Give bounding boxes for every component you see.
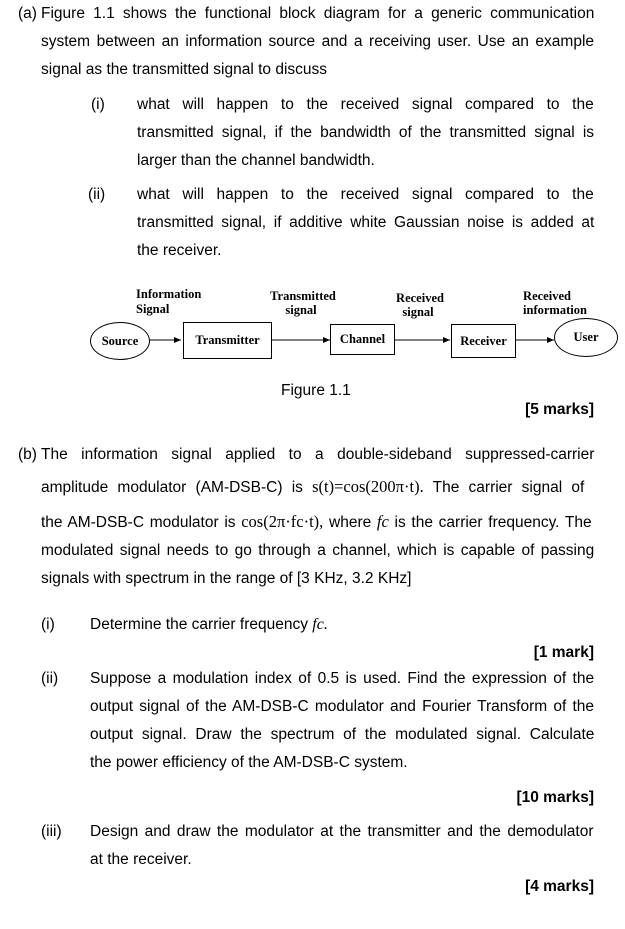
part-b-line-4: modulated signal needs to go through a channel, which is capable of passing <box>41 542 595 559</box>
q-i-fc: fc. <box>312 616 328 633</box>
transmitter-block: Transmitter <box>183 322 272 359</box>
part-a-line-2: system between an information source and a receiving user. Use an example <box>41 33 595 50</box>
sub-ii-number: (ii) <box>88 186 106 203</box>
carrier-expression: cos(2π·fc·t), <box>241 512 324 531</box>
q-ii-line-4: the power efficiency of the AM-DSB-C system. <box>90 754 408 771</box>
part-b-line-5: signals with spectrum in the range of [3 KHz, 3.2 KHz] <box>41 570 412 587</box>
q-ii-line-2: output signal of the AM-DSB-C modulator and Fourier Transform of the <box>90 698 595 715</box>
label-received-signal-2: signal <box>402 305 434 319</box>
part-a-marks: [5 marks] <box>525 401 594 418</box>
part-b-line-3-where: where <box>323 514 377 531</box>
part-b-line-3-post: is the carrier frequency. The <box>388 514 592 531</box>
part-b-label: (b) <box>18 446 37 463</box>
q-ii-marks: [10 marks] <box>516 789 594 806</box>
part-b-line-1: The information signal applied to a double-sideband suppressed-carrier <box>41 446 595 463</box>
part-a-line-1: Figure 1.1 shows the functional block diagram for a generic communication <box>41 5 595 22</box>
part-a-label: (a) <box>18 5 37 22</box>
sub-ii-line-1: what will happen to the received signal compared to the <box>137 186 594 203</box>
sub-ii-line-2: transmitted signal, if additive white Gaussian noise is added at <box>137 214 595 231</box>
part-b-line-2 <box>41 477 584 497</box>
label-information-signal-1: Information <box>136 287 202 301</box>
source-block: Source <box>90 322 150 360</box>
user-block: User <box>554 318 618 357</box>
channel-block: Channel <box>330 324 395 355</box>
figure-caption: Figure 1.1 <box>281 382 351 399</box>
q-iii-line-1: Design and draw the modulator at the transmitter and the demodulator <box>90 823 594 840</box>
sub-i-line-1: what will happen to the received signal compared to the <box>137 96 594 113</box>
receiver-block: Receiver <box>451 324 516 358</box>
q-iii-marks: [4 marks] <box>525 878 594 895</box>
q-ii-line-3: output signal. Draw the spectrum of the modulated signal. Calculate <box>90 726 595 743</box>
label-received-information-2: information <box>523 303 587 317</box>
signal-expression: s(t)=cos(200π·t). <box>312 477 424 496</box>
label-transmitted-signal-2: signal <box>285 303 317 317</box>
part-a-line-3: signal as the transmitted signal to discuss <box>41 61 328 78</box>
label-transmitted-signal-1: Transmitted <box>270 289 336 303</box>
sub-i-line-2: transmitted signal, if the bandwidth of the transmitted signal is <box>137 124 595 141</box>
label-received-signal-1: Received <box>396 291 444 305</box>
part-b-line-3-pre: the AM-DSB-C modulator is <box>41 514 242 531</box>
label-received-information-1: Received <box>523 289 571 303</box>
fc-symbol: fc <box>376 512 389 531</box>
q-i-marks: [1 mark] <box>533 644 594 661</box>
sub-i-number: (i) <box>91 96 105 113</box>
label-information-signal-2: Signal <box>136 302 170 316</box>
sub-ii-line-3: the receiver. <box>137 242 222 259</box>
q-ii-line-1: Suppose a modulation index of 0.5 is used. Find the expression of the <box>90 670 595 687</box>
q-i-text-body: Determine the carrier frequency <box>90 616 313 633</box>
sub-i-line-3: larger than the channel bandwidth. <box>137 152 375 169</box>
part-b-line-2-post: The carrier signal of <box>423 479 585 496</box>
q-i-text <box>90 616 328 634</box>
q-iii-number: (iii) <box>41 823 62 840</box>
q-iii-line-2: at the receiver. <box>90 851 192 868</box>
q-i-number: (i) <box>41 616 55 633</box>
part-b-line-3 <box>41 512 592 532</box>
part-b-line-2-pre: amplitude modulator (AM-DSB-C) is <box>41 479 313 496</box>
q-ii-number: (ii) <box>41 670 59 687</box>
